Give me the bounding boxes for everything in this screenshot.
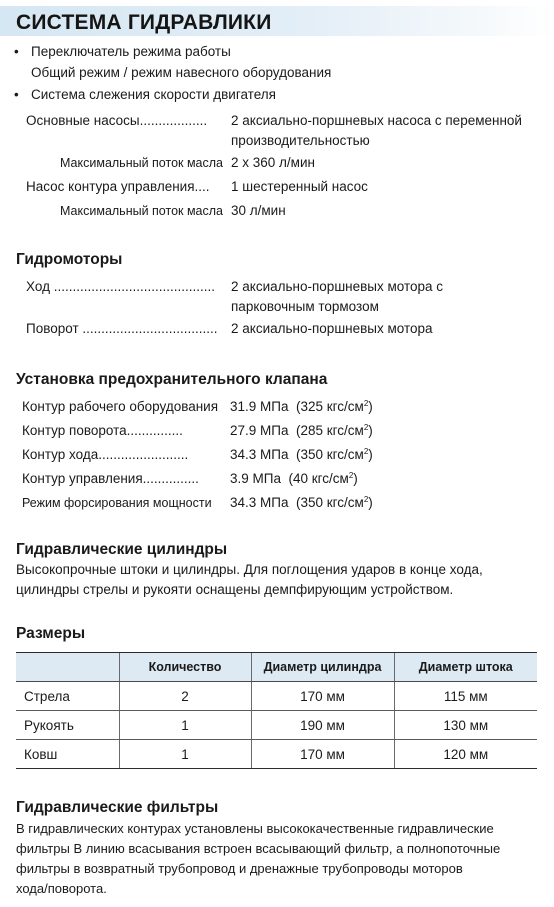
spec-value: 2 аксиально-поршневых мотора с: [231, 279, 444, 294]
relief-label: Контур управления...............: [22, 471, 199, 486]
cell-value: 120 мм: [394, 740, 537, 769]
cell-value: 1: [119, 711, 251, 740]
column-header: [16, 653, 119, 682]
spec-value: 2 аксиально-поршневых мотора: [231, 321, 433, 336]
relief-value: 31.9 МПа (325 кгс/$см^2$): [230, 399, 373, 414]
spec-value: производительностью: [231, 133, 370, 148]
bullet-marker: •: [14, 44, 19, 59]
table-row: [16, 682, 537, 711]
section-heading-motors: Гидромоторы: [16, 251, 123, 268]
relief-value: 3.9 МПа (40 кгс/$см^2$): [230, 471, 358, 486]
section-heading-cylinders: Гидравлические цилиндры: [16, 541, 228, 558]
spec-label-max-flow: Максимальный поток масла: [60, 156, 224, 170]
spec-label-control-pump: Насос контура управления....: [26, 179, 210, 194]
spec-value: 1 шестеренный насос: [231, 179, 368, 194]
relief-value: 34.3 МПа (350 кгс/$см^2$): [230, 447, 373, 462]
dimensions-table: [16, 652, 537, 769]
paragraph-line: Высокопрочные штоки и цилиндры. Для поглощения ударов в конце хода,: [16, 562, 483, 577]
column-header: Количество: [119, 653, 251, 682]
row-label: Ковш: [16, 740, 119, 769]
relief-label: Контур хода........................: [22, 447, 189, 462]
paragraph-line: фильтры в возвратный трубопровод и дренажные трубопроводы моторов: [16, 861, 463, 876]
relief-value: 34.3 МПа (350 кгс/$см^2$): [230, 495, 373, 510]
paragraph-line: фильтры В линию всасывания встроен всасывающий фильтр, а полнопоточные: [16, 841, 501, 856]
spec-value: 30 л/мин: [231, 203, 286, 218]
cell-value: 115 мм: [394, 682, 537, 711]
table-row: [16, 711, 537, 740]
table-header-row: [16, 653, 537, 682]
row-label: Рукоять: [16, 711, 119, 740]
bullet-text: Переключатель режима работы: [31, 44, 231, 59]
column-header: Диаметр цилиндра: [251, 653, 394, 682]
spec-label-swing: Поворот ....................................: [26, 321, 218, 336]
spec-value: 2 х 360 л/мин: [231, 155, 315, 170]
bullet-marker: •: [14, 87, 19, 102]
spec-label-travel: Ход ...........................................: [26, 279, 216, 294]
spec-value: 2 аксиально-поршневых насоса с переменной: [231, 113, 522, 128]
row-label: Стрела: [16, 682, 119, 711]
cell-value: 2: [119, 682, 251, 711]
spec-value: парковочным тормозом: [231, 299, 379, 314]
cell-value: 170 мм: [251, 740, 394, 769]
cell-value: 1: [119, 740, 251, 769]
section-heading-filters: Гидравлические фильтры: [16, 799, 219, 816]
paragraph-line: хода/поворота.: [16, 881, 107, 896]
column-header: Диаметр штока: [394, 653, 537, 682]
relief-label: Контур поворота...............: [22, 423, 183, 438]
relief-label: Контур рабочего оборудования: [22, 399, 219, 414]
cell-value: 130 мм: [394, 711, 537, 740]
cell-value: 190 мм: [251, 711, 394, 740]
bullet-text: Система слежения скорости двигателя: [31, 87, 276, 102]
section-heading-dimensions: Размеры: [16, 625, 86, 642]
cell-value: 170 мм: [251, 682, 394, 711]
paragraph-line: В гидравлических контурах установлены высококачественные гидравлические: [16, 821, 494, 836]
spec-label-main-pumps: Основные насосы..................: [26, 113, 208, 128]
section-heading-relief: Установка предохранительного клапана: [16, 371, 328, 388]
table-row: [16, 740, 537, 769]
spec-label-max-flow: Максимальный поток масла: [60, 204, 224, 218]
relief-label: Режим форсирования мощности: [22, 496, 212, 510]
bullet-text: Общий режим / режим навесного оборудования: [31, 65, 332, 80]
paragraph-line: цилиндры стрелы и рукояти оснащены демпфирующим устройством.: [16, 582, 454, 597]
relief-value: 27.9 МПа (285 кгс/$см^2$): [230, 423, 373, 438]
page-title: СИСТЕМА ГИДРАВЛИКИ: [16, 11, 272, 34]
